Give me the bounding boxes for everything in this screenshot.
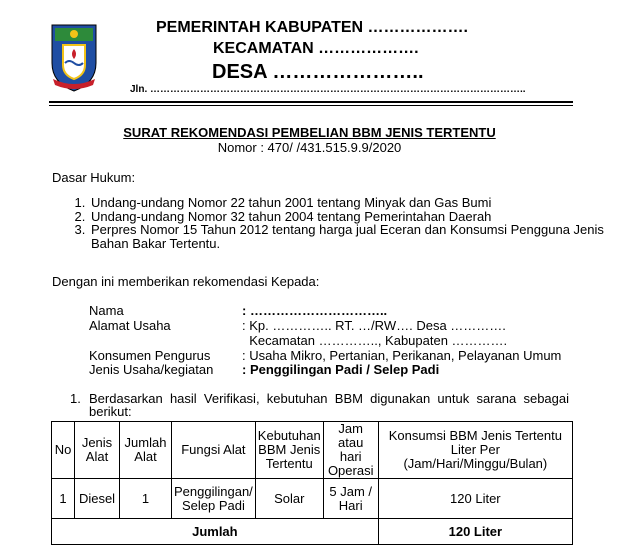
letter-number: Nomor : 470/ /431.515.9.9/2020 (217, 140, 402, 155)
name-label: Nama (89, 303, 124, 318)
legal-basis-item: 1. Undang-undang Nomor 22 tahun 2001 tentang Minyak dan Gas Bumi (89, 196, 609, 210)
table-total-value: 120 Liter (378, 519, 572, 545)
table-cell-jam: 5 Jam / Hari (323, 479, 378, 519)
consumer-value: : Usaha Mikro, Pertanian, Perikanan, Pelayanan Umum (242, 348, 562, 363)
table-cell-jenis: Diesel (75, 479, 120, 519)
legal-basis-item: 3. Perpres Nomor 15 Tahun 2012 tentang harga jual Eceran dan Konsumsi Pengguna Jenis Bahan Bakar Tertentu. (89, 223, 609, 250)
table-cell-fungsi: Penggilingan/ Selep Padi (172, 479, 256, 519)
table-header-cell: No (52, 422, 75, 479)
table-cell-konsumsi: 120 Liter (378, 479, 572, 519)
table-cell-bbm: Solar (255, 479, 323, 519)
verification-text-2: berikut: (89, 404, 132, 419)
header-regency: PEMERINTAH KABUPATEN ………………. (156, 19, 468, 36)
business-address-value: : Kp. ………….. RT. …/RW…. Desa …………. (242, 318, 506, 333)
table-header-cell: Kebutuhan BBM Jenis Tertentu (255, 422, 323, 479)
table-header-row (52, 422, 573, 479)
table-row (52, 479, 573, 519)
table-header-cell: Fungsi Alat (172, 422, 256, 479)
table-header-cell: Jumlah Alat (120, 422, 172, 479)
emblem-star (70, 30, 78, 38)
letter-title: SURAT REKOMENDASI PEMBELIAN BBM JENIS TERTENTU (123, 125, 496, 140)
table-cell-jumlah: 1 (120, 479, 172, 519)
header-divider-thick (49, 101, 573, 103)
verification-number: 1. (70, 391, 81, 406)
name-value: : ………………………….. (242, 303, 388, 318)
regency-emblem-logo (49, 19, 99, 93)
header-address: Jln. ………………………………………………………………………………………………….. (130, 84, 526, 95)
header-village: DESA ………………….. (212, 61, 424, 83)
legal-basis-heading: Dasar Hukum: (52, 170, 136, 185)
verification-text: Berdasarkan hasil Verifikasi, kebutuhan BBM digunakan untuk sarana sebagai (89, 391, 569, 406)
consumer-label: Konsumen Pengurus (89, 348, 211, 363)
recommendation-intro: Dengan ini memberikan rekomendasi Kepada: (52, 274, 320, 289)
legal-basis-item: 2. Undang-undang Nomor 32 tahun 2004 tentang Pemerintahan Daerah (89, 210, 609, 224)
business-type-value: : Penggilingan Padi / Selep Padi (242, 362, 440, 377)
table-cell-no: 1 (52, 479, 75, 519)
table-header-cell: Konsumsi BBM Jenis Tertentu Liter Per (Jam/Hari/Minggu/Bulan) (378, 422, 572, 479)
legal-basis-list (50, 196, 609, 250)
header-divider-thin (49, 105, 573, 106)
business-address-value-2: Kecamatan ………….., Kabupaten …………. (242, 333, 508, 348)
table-total-row (52, 519, 573, 545)
equipment-table (51, 421, 573, 545)
header-district: KECAMATAN ………………. (213, 40, 419, 57)
table-header-cell: Jam atau hari Operasi (323, 422, 378, 479)
business-address-label: Alamat Usaha (89, 318, 171, 333)
table-header-cell: Jenis Alat (75, 422, 120, 479)
business-type-label: Jenis Usaha/kegiatan (89, 362, 214, 377)
table-total-label: Jumlah (52, 519, 379, 545)
